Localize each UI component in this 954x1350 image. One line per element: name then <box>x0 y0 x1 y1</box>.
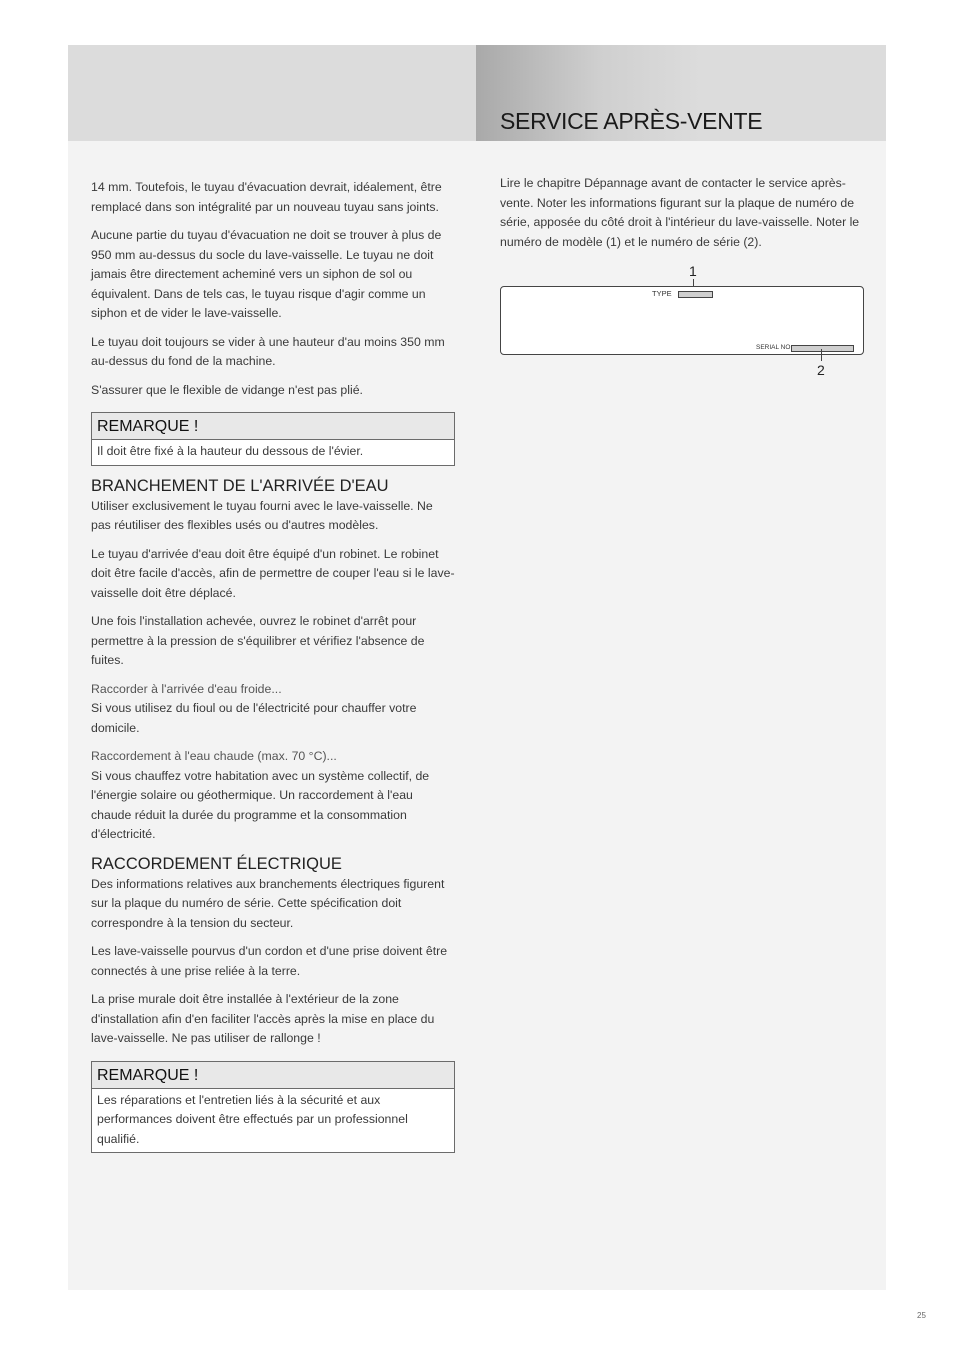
paragraph: Lire le chapitre Dépannage avant de contacter le service après-vente. Noter les informations figurant sur la plaque de numéro de série, apposée du côté droit à l'intérieur du lave-vaisselle. Noter le numéro de modèle (1) et le numéro de série (2). <box>500 176 860 249</box>
hot-water-subheading: Raccordement à l'eau chaude (max. 70 °C)... <box>91 749 337 763</box>
note-body: Les réparations et l'entretien liés à la sécurité et aux performances doivent être effectués par un professionnel qualifié. <box>97 1092 408 1146</box>
callout-2-line <box>821 349 822 361</box>
water-connection-heading: BRANCHEMENT DE L'ARRIVÉE D'EAU <box>91 476 389 495</box>
paragraph: Utiliser exclusivement le tuyau fourni avec le lave-vaisselle. Ne pas réutiliser des flexibles usés ou d'autres modèles. <box>91 498 433 532</box>
paragraph: Aucune partie du tuyau d'évacuation ne doit se trouver à plus de 950 mm au-dessus du socle du lave-vaisselle. Le tuyau ne doit jamais être directement acheminé vers un siphon de sol ou équivalent. Dans de tels cas, le tuyau risque d'agir comme un siphon et de vider le lave-vaisselle. <box>91 228 442 320</box>
paragraph: Le tuyau d'arrivée d'eau doit être équipé d'un robinet. Le robinet doit être facile d'accès, afin de permettre de couper l'eau si le lave-vaisselle doit être déplacé. <box>91 546 455 600</box>
serial-field <box>791 345 854 352</box>
note-box <box>91 412 455 466</box>
paragraph: Si vous utilisez du fioul ou de l'électricité pour chauffer votre domicile. <box>91 701 417 735</box>
note-title: REMARQUE ! <box>92 1062 454 1089</box>
type-label: TYPE <box>652 289 672 298</box>
paragraph: La prise murale doit être installée à l'extérieur de la zone d'installation afin d'en faciliter l'accès après la mise en place du lave-vaisselle. Ne pas utiliser de rallonge ! <box>91 992 435 1045</box>
type-field <box>678 291 713 298</box>
paragraph: S'assurer que le flexible de vidange n'est pas plié. <box>91 382 363 397</box>
cold-water-subheading: Raccorder à l'arrivée d'eau froide... <box>91 681 282 696</box>
note-body: Il doit être fixé à la hauteur du dessous de l'évier. <box>97 444 364 458</box>
paragraph: Si vous chauffez votre habitation avec un système collectif, de l'énergie solaire ou géothermique. Un raccordement à l'eau chaude réduit la durée du programme et la consommation d'électricité. <box>91 768 430 841</box>
callout-2: 2 <box>817 362 825 378</box>
page-number: 25 <box>917 1311 926 1320</box>
serial-plate <box>500 286 864 355</box>
paragraph: Le tuyau doit toujours se vider à une hauteur d'au moins 350 mm au-dessus du fond de la machine. <box>91 334 445 368</box>
right-column <box>500 174 862 382</box>
header-band-left <box>68 45 476 141</box>
paragraph: 14 mm. Toutefois, le tuyau d'évacuation devrait, idéalement, être remplacé dans son intégralité par un nouveau tuyau sans joints. <box>91 180 442 214</box>
paragraph: Une fois l'installation achevée, ouvrez le robinet d'arrêt pour permettre à la pression de s'équilibrer et vérifiez l'absence de fuites. <box>91 614 425 667</box>
serial-plate-diagram <box>500 262 862 382</box>
serial-label: SERIAL NO <box>756 344 791 351</box>
paragraph: Des informations relatives aux branchements électriques figurent sur la plaque du numéro de série. Cette spécification doit correspondre à la tension du secteur. <box>91 876 445 930</box>
left-column <box>91 178 455 1163</box>
electrical-connection-heading: RACCORDEMENT ÉLECTRIQUE <box>91 854 342 873</box>
section-title: SERVICE APRÈS-VENTE <box>500 108 763 134</box>
callout-1: 1 <box>689 263 697 279</box>
note-box <box>91 1061 455 1154</box>
paragraph: Les lave-vaisselle pourvus d'un cordon et d'une prise doivent être connectés à une prise reliée à la terre. <box>91 944 448 978</box>
note-title: REMARQUE ! <box>92 413 454 440</box>
